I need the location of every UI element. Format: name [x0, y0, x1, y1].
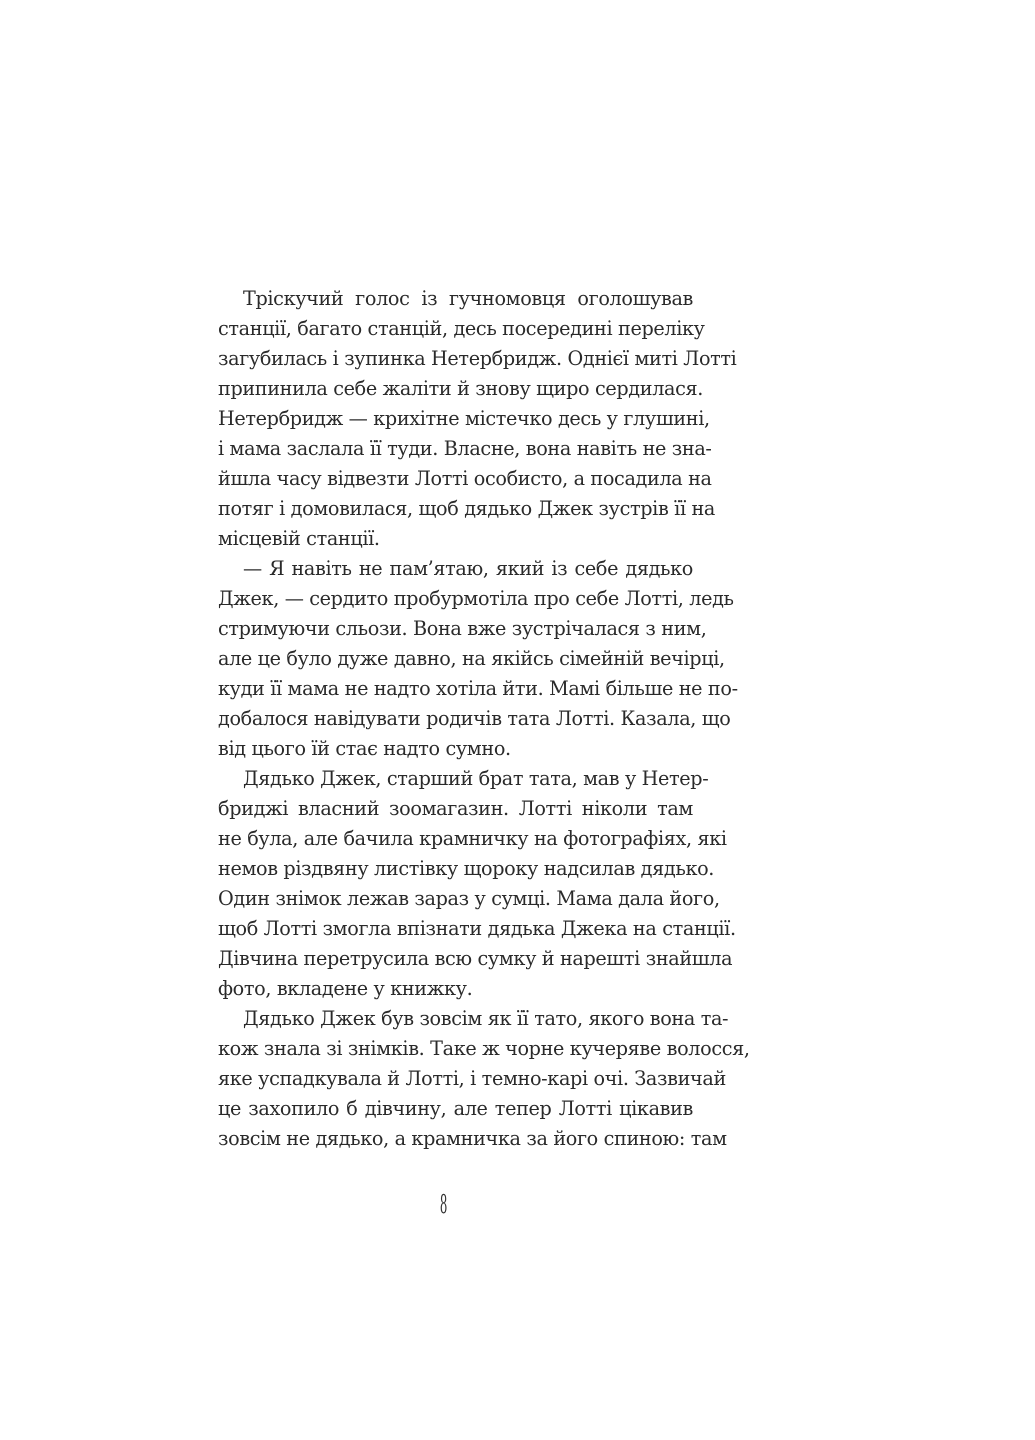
text-line: Дядько Джек був зовсім як її тато, якого вона та-	[243, 1007, 729, 1030]
text-line: Дівчина перетрусила всю сумку й нарешті знайшла	[218, 947, 733, 970]
paragraph-1	[193, 284, 737, 554]
text-line: бриджі власний зоомагазин. Лотті ніколи там	[218, 797, 693, 820]
text-line: немов різдвяну листівку щороку надсилав дядько.	[218, 857, 715, 880]
text-line: Дядько Джек, старший брат тата, мав у Нетер-	[243, 767, 709, 790]
paragraph-4	[193, 1004, 750, 1154]
text-line: від цього їй стає надто сумно.	[218, 737, 511, 760]
text-line: яке успадкувала й Лотті, і темно-карі очі. Зазвичай	[218, 1067, 726, 1090]
text-line: добалося навідувати родичів тата Лотті. Казала, що	[218, 707, 731, 730]
text-line: Джек, — сердито пробурмотіла про себе Лотті, ледь	[218, 587, 734, 610]
text-line: щоб Лотті змогла впізнати дядька Джека на станції.	[218, 917, 736, 940]
text-line: фото, вкладене у книжку.	[218, 977, 473, 1000]
text-line: місцевій станції.	[218, 527, 380, 550]
text-line: Тріскучий голос із гучномовця оголошував	[243, 287, 693, 310]
text-line: — Я навіть не пам’ятаю, який із себе дядько	[243, 557, 693, 580]
text-line: кож знала зі знімків. Таке ж чорне кучеряве волосся,	[218, 1037, 750, 1060]
text-line: йшла часу відвезти Лотті особисто, а посадила на	[218, 467, 712, 490]
text-line: станції, багато станцій, десь посередині переліку	[218, 317, 705, 340]
page-body-text	[193, 284, 750, 1154]
text-line: і мама заслала її туди. Власне, вона навіть не зна-	[218, 437, 712, 460]
text-line: зовсім не дядько, а крамничка за його спиною: там	[218, 1127, 727, 1150]
text-line: це захопило б дівчину, але тепер Лотті цікавив	[218, 1097, 693, 1120]
text-line: але це було дуже давно, на якійсь сімейній вечірці,	[218, 647, 725, 670]
paragraph-3	[193, 764, 736, 1004]
text-line: Нетербридж — крихітне містечко десь у глушині,	[218, 407, 710, 430]
paragraph-2	[193, 554, 738, 764]
text-line: стримуючи сльози. Вона вже зустрічалася з ним,	[218, 617, 707, 640]
text-line: Один знімок лежав зараз у сумці. Мама дала його,	[218, 887, 720, 910]
text-line: загубилась і зупинка Нетербридж. Однієї миті Лотті	[218, 347, 737, 370]
text-line: куди її мама не надто хотіла йти. Мамі більше не по-	[218, 677, 738, 700]
text-line: не була, але бачила крамничку на фотографіях, які	[218, 827, 727, 850]
text-line: потяг і домовилася, щоб дядько Джек зустрів її на	[218, 497, 716, 520]
text-line: припинила себе жаліти й знову щиро сердилася.	[218, 377, 704, 400]
page-number: 8	[439, 1190, 448, 1220]
